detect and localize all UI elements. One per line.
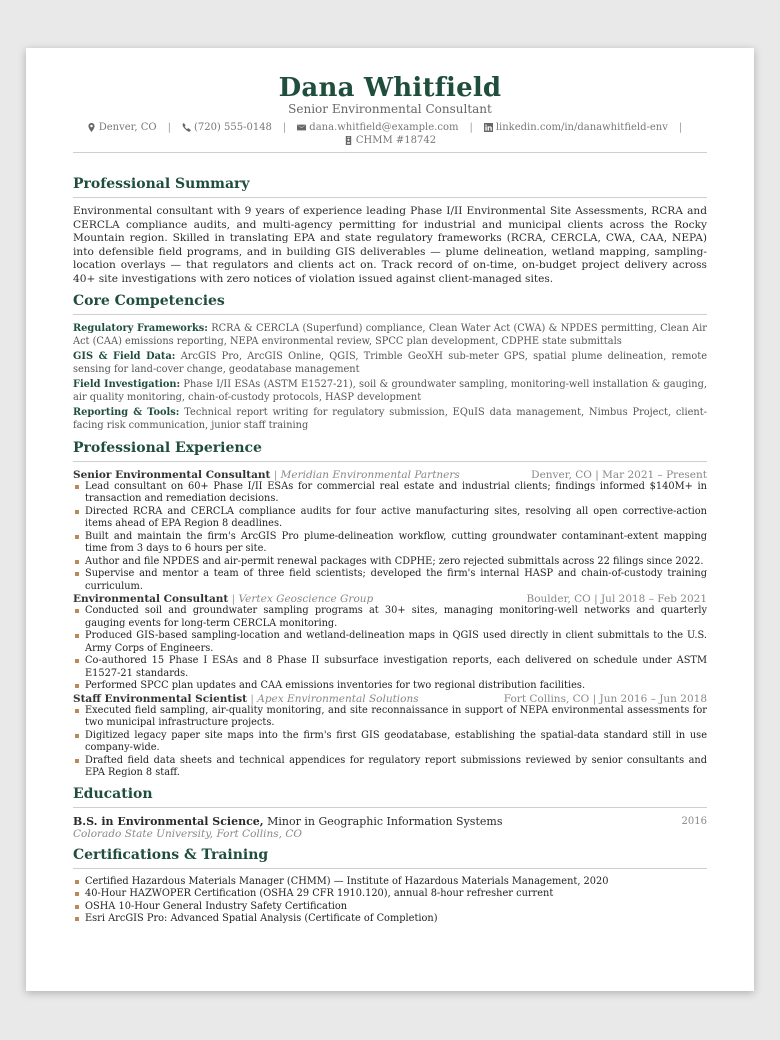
location-text: Denver, CO xyxy=(98,122,157,133)
section-divider xyxy=(73,197,707,198)
job-entry xyxy=(73,469,707,594)
job-bullets xyxy=(73,705,707,780)
competency-item xyxy=(73,406,707,432)
candidate-role: Senior Environmental Consultant xyxy=(288,102,492,116)
job-organization: Meridian Environmental Partners xyxy=(280,468,460,481)
list-item: Built and maintain the firm's ArcGIS Pro plume-delineation workflow, cutting groundwater contaminant-extent mapping time from 3 days to 6 hours per site. xyxy=(73,531,707,556)
competency-label: GIS & Field Data: xyxy=(73,350,176,362)
list-item: Certified Hazardous Materials Manager (CHMM) — Institute of Hazardous Materials Management, 2020 xyxy=(73,876,707,889)
education-section xyxy=(73,785,707,841)
experience-heading: Professional Experience xyxy=(73,439,262,456)
certifications-section xyxy=(73,846,707,926)
school-name: Colorado State University, Fort Collins, CO xyxy=(73,827,302,840)
job-separator: | xyxy=(273,468,278,481)
competency-item xyxy=(73,378,707,404)
competencies-heading: Core Competencies xyxy=(73,292,225,309)
competency-label: Reporting & Tools: xyxy=(73,406,180,418)
section-divider xyxy=(73,807,707,808)
list-item: Performed SPCC plan updates and CAA emissions inventories for two regional distribution facilities. xyxy=(73,680,707,693)
job-location-dates: Denver, CO | Mar 2021 – Present xyxy=(531,468,707,481)
competency-text: ArcGIS Pro, ArcGIS Online, QGIS, Trimble GeoXH sub-meter GPS, spatial plume delineation, remote sensing for land-cover change, geodatabase management xyxy=(73,350,707,375)
contact-separator: | xyxy=(469,122,473,133)
job-separator: | xyxy=(231,593,236,606)
contact-separator: | xyxy=(167,122,171,133)
summary-heading: Professional Summary xyxy=(73,176,250,192)
job-title: Staff Environmental Scientist xyxy=(73,692,248,705)
contact-line xyxy=(73,121,707,147)
job-entry xyxy=(73,593,707,693)
graduation-year: 2016 xyxy=(681,815,707,827)
section-divider xyxy=(73,868,707,869)
job-header xyxy=(73,469,707,481)
linkedin-icon xyxy=(484,123,493,132)
resume-header xyxy=(73,74,707,153)
candidate-name: Dana Whitfield xyxy=(278,73,502,103)
competencies-section xyxy=(73,292,707,432)
list-item: Esri ArcGIS Pro: Advanced Spatial Analysis (Certificate of Completion) xyxy=(73,913,707,926)
contact-credential xyxy=(344,134,436,147)
list-item: Conducted soil and groundwater sampling programs at 30+ sites, managing monitoring-well networks and quarterly gauging events for long-term CERCLA monitoring. xyxy=(73,605,707,630)
phone-icon xyxy=(182,123,191,132)
list-item: Author and file NPDES and air-permit renewal packages with CDPHE; zero rejected submittals across 22 filings since 2022. xyxy=(73,556,707,569)
job-title: Senior Environmental Consultant xyxy=(73,468,271,481)
linkedin-link: linkedin.com/in/danawhitfield-env xyxy=(495,122,668,133)
job-organization: Vertex Geoscience Group xyxy=(238,593,374,606)
email-link: dana.whitfield@example.com xyxy=(309,122,459,133)
section-divider xyxy=(73,461,707,462)
list-item: Co-authored 15 Phase I ESAs and 8 Phase II subsurface investigation reports, each delivered on schedule under ASTM E1527-21 standards. xyxy=(73,655,707,680)
job-organization: Apex Environmental Solutions xyxy=(257,692,419,705)
certification-list xyxy=(73,876,707,926)
list-item: Supervise and mentor a team of three field scientists; developed the firm's internal HASP and chain-of-custody training curriculum. xyxy=(73,568,707,593)
competency-item xyxy=(73,350,707,376)
list-item: Executed field sampling, air-quality monitoring, and site reconnaissance in support of NEPA environmental assessments for two municipal infrastructure projects. xyxy=(73,705,707,730)
list-item: OSHA 10-Hour General Industry Safety Certification xyxy=(73,901,707,914)
list-item: Drafted field data sheets and technical appendices for regulatory report submissions reviewed by senior consultants and EPA Region 8 staff. xyxy=(73,755,707,780)
job-bullets xyxy=(73,481,707,594)
contact-separator: | xyxy=(282,122,287,133)
contact-separator: | xyxy=(678,122,683,133)
job-location-dates: Fort Collins, CO | Jun 2016 – Jun 2018 xyxy=(503,692,707,705)
map-pin-icon xyxy=(87,123,96,132)
education-entry xyxy=(73,815,707,828)
education-heading: Education xyxy=(73,785,153,802)
list-item: Produced GIS-based sampling-location and wetland-delineation maps in QGIS used directly in client submittals to the U.S. Army Corps of Engineers. xyxy=(73,630,707,655)
contact-linkedin[interactable] xyxy=(484,121,668,134)
competency-text: Technical report writing for regulatory submission, EQuIS data management, Nimbus Project, client-facing risk communication, junior staff training xyxy=(73,406,707,431)
competency-label: Field Investigation: xyxy=(73,378,181,390)
list-item: Digitized legacy paper site maps into the firm's first GIS geodatabase, establishing the spatial-data standard still in use company-wide. xyxy=(73,730,707,755)
contact-email[interactable] xyxy=(297,121,458,134)
job-entry xyxy=(73,693,707,780)
summary-section xyxy=(73,175,707,287)
job-location-dates: Boulder, CO | Jul 2018 – Feb 2021 xyxy=(526,593,707,606)
phone-text: (720) 555-0148 xyxy=(193,122,272,133)
contact-phone[interactable] xyxy=(182,121,272,134)
envelope-icon xyxy=(297,123,306,132)
section-divider xyxy=(73,314,707,315)
certifications-heading: Certifications & Training xyxy=(73,846,269,863)
list-item: Directed RCRA and CERCLA compliance audits for four active manufacturing sites, resolving all open corrective-action items ahead of EPA Region 8 deadlines. xyxy=(73,506,707,531)
competency-label: Regulatory Frameworks: xyxy=(73,322,208,334)
resume-page xyxy=(26,48,754,991)
job-title: Environmental Consultant xyxy=(73,593,229,606)
list-item: Lead consultant on 60+ Phase I/II ESAs for commercial real estate and industrial clients; findings informed $140M+ in transaction and remediation decisions. xyxy=(73,481,707,506)
competency-text: Phase I/II ESAs (ASTM E1527-21), soil & groundwater sampling, monitoring-well installation & gauging, air quality monitoring, chain-of-custody protocols, HASP development xyxy=(73,378,707,403)
job-header xyxy=(73,693,707,705)
competency-text: RCRA & CERCLA (Superfund) compliance, Clean Water Act (CWA) & NPDES permitting, Clean Air Act (CAA) emissions reporting, NEPA environmental review, SPCC plan development, CDPHE state submittals xyxy=(73,322,707,347)
job-separator: | xyxy=(250,692,254,705)
job-bullets xyxy=(73,605,707,693)
experience-section xyxy=(73,439,707,780)
competency-item xyxy=(73,322,707,348)
id-badge-icon xyxy=(344,136,353,145)
summary-text: Environmental consultant with 9 years of experience leading Phase I/II Environmental Site Assessments, RCRA and CERCLA compliance audits, and multi-agency permitting for industrial and municipal clients across the Rocky Mountain region. Skilled in translating EPA and state regulatory frameworks (RCRA, CERCLA, CWA, CAA, NEPA) into defensible field programs, and in building GIS deliverables — plume delineation, wetland mapping, sampling-location overlays — that regulators and clients act on. Track record of on-time, on-budget project delivery across 40+ site investigations with zero notices of violation issued against client-managed sites. xyxy=(73,205,707,285)
degree-minor: Minor in Geographic Information Systems xyxy=(267,814,503,828)
job-header xyxy=(73,593,707,605)
contact-location xyxy=(87,121,157,134)
degree: B.S. in Environmental Science, xyxy=(73,814,264,828)
list-item: 40-Hour HAZWOPER Certification (OSHA 29 CFR 1910.120), annual 8-hour refresher current xyxy=(73,888,707,901)
credential-text: CHMM #18742 xyxy=(355,135,437,146)
